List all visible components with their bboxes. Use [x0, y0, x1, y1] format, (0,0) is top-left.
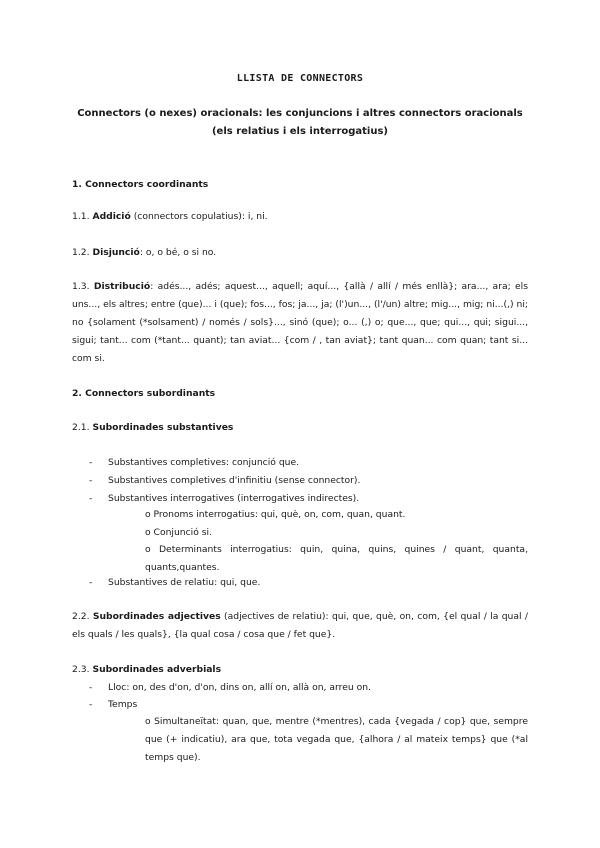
document-subtitle: Connectors (o nexes) oracionals: les conjuncions i altres connectors oracionals (els relatius i els interrogatius): [77, 108, 523, 137]
section-2-heading: 2. Connectors subordinants: [72, 388, 216, 399]
heading-substantives: 2.1. Subordinades substantives: [72, 422, 234, 433]
document-title: LLISTA DE CONNECTORS: [236, 73, 364, 84]
paragraph-addicio: 1.1. Addició (connectors copulatius): i, ni.: [72, 211, 268, 222]
term-distribucio: Distribució: [93, 281, 151, 292]
paragraph-disjuncio: 1.2. Disjunció: o, o bé, o si no.: [72, 247, 217, 258]
sub-list-item: o Conjunció si.: [145, 527, 213, 538]
sub-list-item: o Simultaneïtat: quan, que, mentre (*mentres), cada {vegada / cop} que, sempre que (+ indicatiu), ara que, tota vegada que, {alhora / al mateix temps} que (*al temps que).: [145, 716, 528, 763]
paragraph-adjectives: 2.2. Subordinades adjectives (adjectives de relatiu): qui, que, què, on, com, {el qual / la qual / els quals / les quals}, {la qual cosa / cosa que / fet que}.: [72, 611, 528, 640]
term-addicio: Addició: [92, 211, 131, 222]
document-page: LLISTA DE CONNECTORS Connectors (o nexes) oracionals: les conjuncions i altres connectors oracionals (els relatius i els interrogatius) 1. Connectors coordinants 1.1. Addició (connectors copulatius): i, ni. 1.2. Disjunció: o, o bé, o si no. 1.3. Distribució: adés..., adés; aquest..., aquell; aquí..., {allà / allí / més enllà}; ara..., ara; els uns..., els altres; entre (que)... i (que); fos..., fos; ja..., ja; (l')un..., (l'/un) altre; mig..., mig; ni...(,) ni; no {solament (*solsament) / només / sols}..., sinó (que); o... (,) o; que..., que; qui..., qui; sigui..., sigui; tant... com (*tant... quant); tan aviat... {com / , tan aviat}; tant quan... com quan; tant si... com si. 2. Connectors subordinants 2.1. Subordinades substantives - Substantives completives: conjunció que. - Substantives completives d'infinitiu (sense connector). - Substantives interrogatives (interrogatives indirectes). o Pronoms interrogatius: qui, què, on, com, quan, quant. o Conjunció si. o Determinants interrogatius: quin, quina, quins, quines / quant, quanta, quants,quantes. - Substantives de relatiu: qui, que. 2.2. Subordinades adjectives (adjectives de relatiu): qui, que, què, on, com, {el qual / la qual / els quals / les quals}, {la qual cosa / cosa que / fet que}. 2.3. Subordinades adverbials - Lloc: on, des d'on, d'on, dins on, allí on, allà on, arreu on. - Temps o Simultaneïtat: quan, que, mentre (*mentres), cada {vegada / cop} que, sempre que (+ indicatiu), ara que, tota vegada que, {alhora / al mateix temps} que (*al temps que).: [0, 0, 600, 848]
sub-list-item: o Pronoms interrogatius: qui, què, on, com, quan, quant.: [145, 509, 406, 520]
section-1-heading: 1. Connectors coordinants: [72, 179, 209, 190]
sub-list-item: o Determinants interrogatius: quin, quina, quins, quines / quant, quanta, quants,quantes.: [145, 544, 528, 573]
heading-adverbials: 2.3. Subordinades adverbials: [72, 664, 222, 675]
term-disjuncio: Disjunció: [92, 247, 140, 258]
term-adjectives: Subordinades adjectives: [92, 611, 221, 622]
paragraph-distribucio: 1.3. Distribució: adés..., adés; aquest..., aquell; aquí..., {allà / allí / més enllà}; ara..., ara; els uns..., els altres; entre (que)... i (que); fos..., fos; ja..., ja; (l')un..., (l'/un) altre; mig..., mig; ni...(,) ni; no {solament (*solsament) / només / sols}..., sinó (que); o... (,) o; que..., que; qui..., qui; sigui..., sigui; tant... com (*tant... quant); tan aviat... {com / , tan aviat}; tant quan... com quan; tant si... com si.: [72, 281, 529, 364]
